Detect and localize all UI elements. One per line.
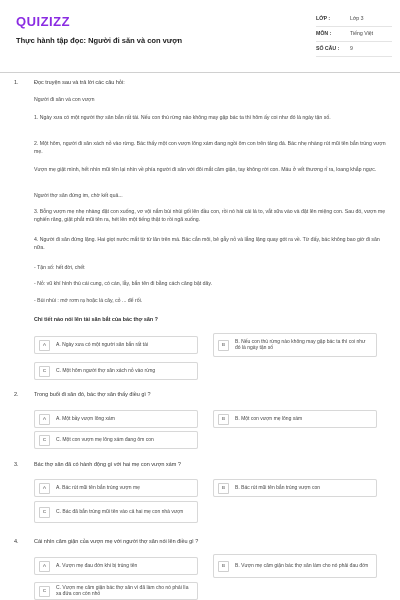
option-letter: C	[39, 507, 50, 518]
worksheet-header	[0, 0, 400, 72]
glossary-item: - Nỏ: vũ khí hình thù cái cung, có cán, lẫy, bắn tên đi bằng cách căng bật dây.	[34, 281, 213, 287]
header-divider	[0, 72, 400, 73]
answer-option-a[interactable]	[34, 557, 198, 575]
option-text: B. Nếu con thú rừng nào không may gặp bác ta thì coi như đó là ngày tận số	[235, 338, 366, 351]
option-letter: B	[218, 414, 229, 425]
option-text: B. Một con vượn mẹ lông xám	[235, 415, 303, 422]
passage-title: Người đi săn và con vượn	[34, 97, 95, 103]
meta-label: SỐ CÂU :	[316, 46, 340, 52]
question-number: 1.	[14, 80, 19, 86]
answer-option-a[interactable]	[34, 410, 198, 428]
answer-option-c[interactable]	[34, 431, 198, 449]
meta-value: Lớp 3	[350, 16, 364, 22]
option-text: A. Ngày xưa có một người săn bắn rất tài	[56, 341, 148, 348]
answer-option-a[interactable]	[34, 336, 198, 354]
option-letter: A	[39, 414, 50, 425]
answer-option-b[interactable]	[213, 333, 377, 357]
option-letter: A	[39, 483, 50, 494]
meta-value: Tiếng Việt	[350, 31, 374, 37]
option-text: C. Vượn mẹ căm giận bác thợ săn vì đã làm cho nó phải lìa xa đứa con còn nhỏ	[56, 584, 189, 597]
question-prompt: Bác thợ săn đã có hành động gì với hai mẹ con vượn xám ?	[34, 462, 181, 468]
worksheet-title: Thực hành tập đọc: Người đi săn và con vượn	[16, 36, 183, 45]
option-text: A. Vượn mẹ đau đớn khi bị trúng tên	[56, 562, 138, 569]
option-letter: B	[218, 561, 229, 572]
passage-paragraph: 2. Một hôm, người đi săn xách nỏ vào rừng. Bác thấy một con vượn lông xám đang ngồi ôm con trên tảng đá. Bác nhẹ nhàng rút mũi tên bắn trúng vượn mẹ.	[34, 141, 386, 155]
question-prompt: Đọc truyện sau và trả lời các câu hỏi:	[34, 80, 125, 86]
answer-option-a[interactable]	[34, 479, 198, 497]
option-letter: C	[39, 366, 50, 377]
passage-paragraph: 4. Người đi săn đứng lặng. Hai giọt nước mắt từ từ lăn trên má. Bác cắn môi, bẻ gẫy nỏ và lẳng lặng quay gót ra về. Từ đấy, bác không bao giờ đi săn nữa.	[34, 237, 380, 251]
answer-option-b[interactable]	[213, 554, 377, 578]
question-prompt: Cái nhìn căm giận của vượn mẹ với người thợ săn nói lên điều gì ?	[34, 539, 199, 545]
option-text: A. Một bầy vượn lông xám	[56, 415, 115, 422]
meta-label: MÔN :	[316, 31, 332, 37]
option-text: B. Vượn mẹ căm giận bác thợ săn làm cho nó phải đau đớn	[235, 562, 369, 569]
option-text: C. Một hôm người thợ săn xách nỏ vào rừng	[56, 367, 156, 374]
question-prompt: Trong buổi đi săn đó, bác thợ săn thấy điều gì ?	[34, 392, 151, 398]
option-letter: C	[39, 435, 50, 446]
meta-count-row	[316, 42, 392, 57]
answer-option-c[interactable]	[34, 582, 198, 600]
meta-grade-row	[316, 12, 392, 27]
option-text: B. Bác rút mũi tên bắn trúng vượn con	[235, 484, 321, 491]
passage-paragraph: Người thợ săn đứng im, chờ kết quả...	[34, 193, 123, 199]
meta-subject-row	[316, 27, 392, 42]
option-letter: B	[218, 340, 229, 351]
option-letter: B	[218, 483, 229, 494]
passage-paragraph: 1. Ngày xưa có một người thợ săn bắn rất tài. Nếu con thú rừng nào không may gặp bác ta thì hôm ấy coi như đó là ngày tận số.	[34, 115, 331, 121]
quizizz-logo: QUIZIZZ	[16, 14, 71, 29]
option-letter: A	[39, 561, 50, 572]
option-text: A. Bác rút mũi tên bắn trúng vượn mẹ	[56, 484, 140, 491]
answer-option-b[interactable]	[213, 410, 377, 428]
option-letter: A	[39, 340, 50, 351]
answer-option-c[interactable]	[34, 362, 198, 380]
question-number: 4.	[14, 539, 19, 545]
meta-value: 9	[350, 46, 353, 52]
worksheet-meta	[316, 12, 392, 57]
meta-label: LỚP :	[316, 16, 331, 22]
answer-option-c[interactable]	[34, 501, 198, 523]
question-number: 3.	[14, 462, 19, 468]
glossary-item: - Bùi nhùi : mớ rơm rạ hoặc lá cây, cỏ ... để rối.	[34, 298, 143, 304]
option-text: C. Bác đã bắn trúng mũi tên vào cả hai mẹ con nhà vượn	[56, 508, 184, 515]
passage-paragraph: 3. Bỗng vượn mẹ nhẹ nhàng đặt con xuống, vơ vội nắm bùi nhùi gối lên đầu con, rồi nó hái cái lá to, vắt sữa vào và đặt lên miệng con. Sau đó, vượn mẹ nghiến răng, giật phắt mũi tên ra, hét lên một tiếng thật to rồi ngã xuống.	[34, 209, 386, 223]
answer-option-b[interactable]	[213, 479, 377, 497]
glossary-item: - Tận số: hết đời, chết	[34, 265, 85, 271]
option-letter: C	[39, 586, 50, 597]
sub-question: Chi tiết nào nói lên tài săn bắt của bác thợ săn ?	[34, 317, 158, 323]
option-text: C. Một con vượn mẹ lông xám đang ôm con	[56, 436, 154, 443]
question-number: 2.	[14, 392, 19, 398]
passage-paragraph: Vượn mẹ giật mình, hết nhìn mũi tên lại nhìn về phía người đi săn với đôi mắt căm giận, tay không rời con. Máu ở vết thương rỉ ra, loang khắp ngực.	[34, 167, 377, 173]
